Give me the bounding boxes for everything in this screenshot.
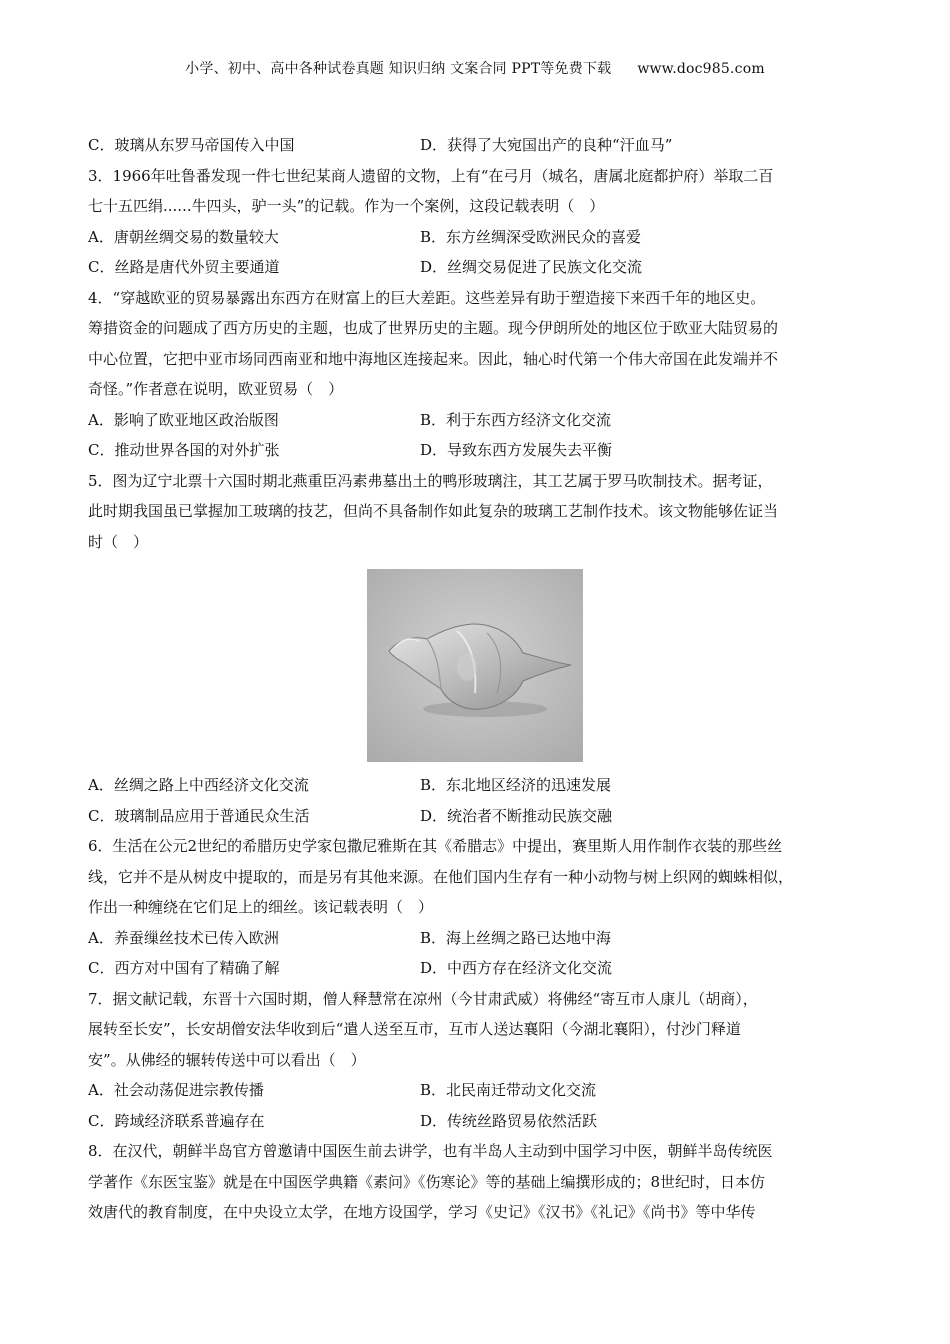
question-stem-line: 线，它并不是从树皮中提取的，而是另有其他来源。在他们国内生存有一种小动物与树上织网的蜘蛛相似， <box>88 867 794 886</box>
question-stem-line: 筹措资金的问题成了西方历史的主题，也成了世界历史的主题。现今伊朗所处的地区位于欧亚大陆贸易的 <box>88 319 779 337</box>
question-stem-line: 七十五匹绢......牛四头，驴一头”的记载。作为一个案例，这段记载表明（ ） <box>88 197 605 215</box>
question-stem-line: 6．生活在公元2世纪的希腊历史学家包撒尼雅斯在其《希腊志》中提出，赛里斯人用作制作衣装的那些丝 <box>88 837 783 855</box>
option-c[interactable]: C．跨域经济联系普遍存在 <box>88 1111 265 1130</box>
question-stem-line: 效唐代的教育制度，在中央设立太学，在地方设国学，学习《史记》《汉书》《礼记》《尚书》等中华传 <box>88 1203 756 1221</box>
option-c[interactable]: C．推动世界各国的对外扩张 <box>88 441 280 459</box>
question-stem-line: 安”。从佛经的辗转传送中可以看出（ ） <box>88 1050 366 1069</box>
question-8 <box>88 1136 868 1228</box>
option-d[interactable]: D．统治者不断推动民族交融 <box>420 806 613 825</box>
option-d[interactable]: D．获得了大宛国出产的良种“汗血马” <box>420 136 673 154</box>
question-3 <box>88 161 868 283</box>
option-c[interactable]: C．丝路是唐代外贸主要通道 <box>88 258 280 276</box>
question-7 <box>88 984 868 1137</box>
option-c[interactable]: C．玻璃从东罗马帝国传入中国 <box>88 136 295 154</box>
page-header <box>0 58 950 78</box>
option-b[interactable]: B．海上丝绸之路已达地中海 <box>420 928 612 947</box>
document-body <box>88 130 868 1228</box>
question-stem-line: 学著作《东医宝鉴》就是在中国医学典籍《素问》《伤寒论》等的基础上编撰形成的；8世纪时，日本仿 <box>88 1172 766 1191</box>
option-a[interactable]: A．影响了欧亚地区政治版图 <box>88 410 279 429</box>
option-b[interactable]: B．利于东西方经济文化交流 <box>420 410 612 429</box>
option-b[interactable]: B．东北地区经济的迅速发展 <box>420 776 612 794</box>
option-a[interactable]: A．唐朝丝绸交易的数量较大 <box>88 227 279 246</box>
question-stem-line: 奇怪。”作者意在说明，欧亚贸易（ ） <box>88 380 344 398</box>
option-d[interactable]: D．丝绸交易促进了民族文化交流 <box>420 258 643 276</box>
option-d[interactable]: D．中西方存在经济文化交流 <box>420 959 613 977</box>
option-d[interactable]: D．传统丝路贸易依然活跃 <box>420 1111 598 1130</box>
duck-glass-vessel-photo <box>367 569 583 762</box>
header-url[interactable]: www.doc985.com <box>637 61 765 77</box>
option-c[interactable]: C．西方对中国有了精确了解 <box>88 959 280 977</box>
option-a[interactable]: A．社会动荡促进宗教传播 <box>88 1081 264 1099</box>
question-stem-line: 4．“穿越欧亚的贸易暴露出东西方在财富上的巨大差距。这些差异有助于塑造接下来西千年的地区史。 <box>88 288 766 307</box>
question-stem-line: 5．图为辽宁北票十六国时期北燕重臣冯素弗墓出土的鸭形玻璃注，其工艺属于罗马吹制技术。据考证， <box>88 471 773 490</box>
question-stem-line: 3．1966年吐鲁番发现一件七世纪某商人遗留的文物，上有“在弓月（城名，唐属北庭都护府）举取二百 <box>88 166 774 185</box>
header-text: 小学、初中、高中各种试卷真题 知识归纳 文案合同 PPT等免费下载 <box>185 61 612 77</box>
option-a[interactable]: A．丝绸之路上中西经济文化交流 <box>88 776 309 794</box>
question-stem-line: 时（ ） <box>88 532 149 551</box>
option-b[interactable]: B．北民南迁带动文化交流 <box>420 1081 597 1099</box>
option-b[interactable]: B．东方丝绸深受欧洲民众的喜爱 <box>420 227 642 246</box>
question-stem-line: 8．在汉代，朝鲜半岛官方曾邀请中国医生前去讲学，也有半岛人主动到中国学习中医，朝鲜半岛传统医 <box>88 1142 773 1160</box>
option-a[interactable]: A．养蚕缫丝技术已传入欧洲 <box>88 928 279 947</box>
option-d[interactable]: D．导致东西方发展失去平衡 <box>420 441 613 459</box>
question-stem-line: 展转至长安”，长安胡僧安法华收到后“遣人送至互市，互市人送达襄阳（今湖北襄阳），付沙门释道 <box>88 1020 741 1038</box>
question-4 <box>88 283 868 466</box>
question-stem-line: 7．据文献记载，东晋十六国时期，僧人释慧常在凉州（今甘肃武威）将佛经“寄互市人康儿（胡商）， <box>88 989 758 1008</box>
question-6 <box>88 831 868 984</box>
question-stem-line: 作出一种缠绕在它们足上的细丝。该记载表明（ ） <box>88 898 434 916</box>
option-c[interactable]: C．玻璃制品应用于普通民众生活 <box>88 806 310 825</box>
question-stem-line: 中心位置，它把中亚市场同西南亚和地中海地区连接起来。因此，轴心时代第一个伟大帝国在此发端并不 <box>88 349 779 368</box>
question-5 <box>88 466 868 832</box>
question-stem-line: 此时期我国虽已掌握加工玻璃的技艺，但尚不具备制作如此复杂的玻璃工艺制作技术。该文物能够佐证当 <box>88 502 779 520</box>
q2-options <box>88 130 868 161</box>
glass-vessel-icon <box>367 569 583 762</box>
